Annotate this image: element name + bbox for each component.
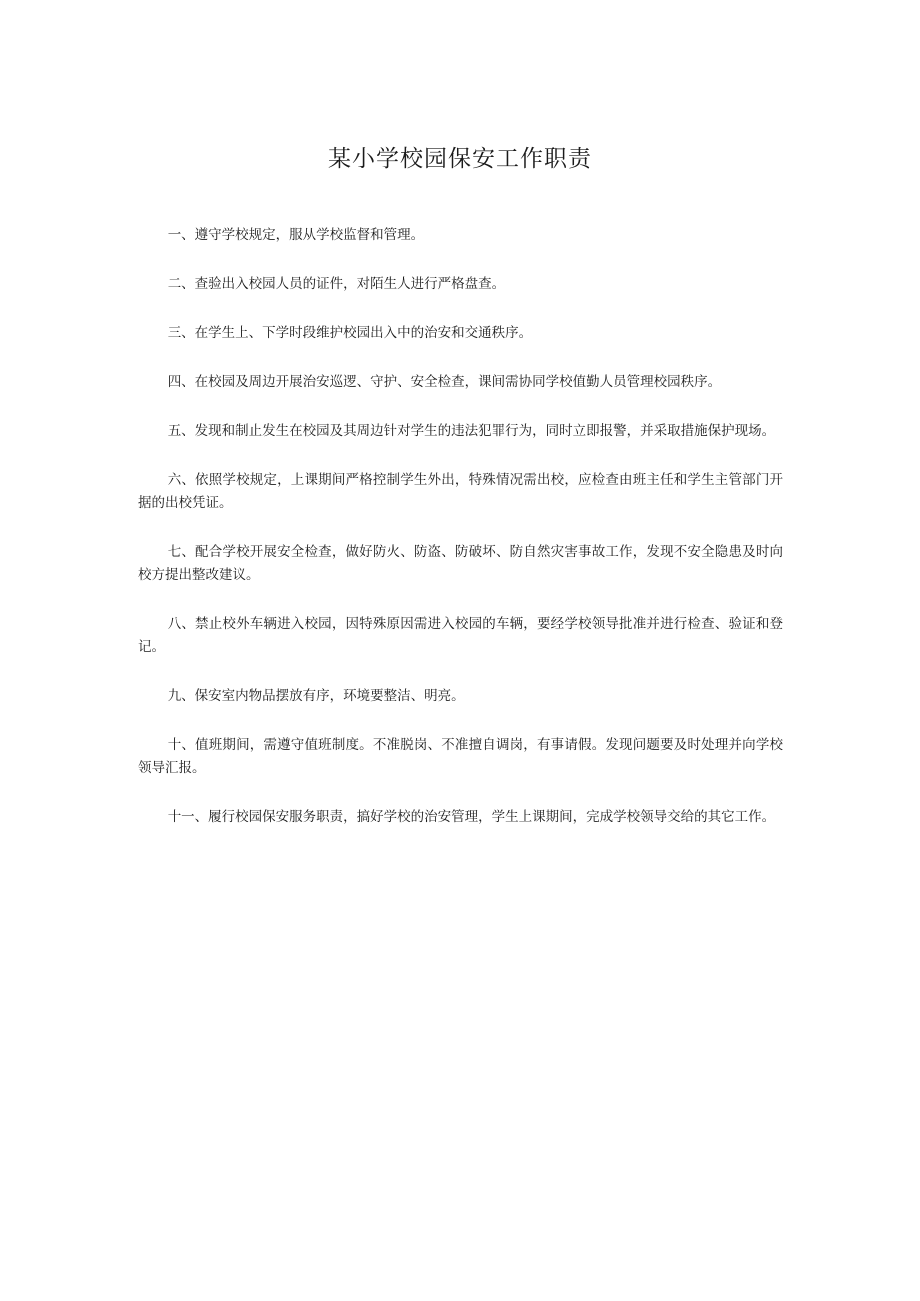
paragraph-11: 十一、履行校园保安服务职责，搞好学校的治安管理，学生上课期间，完成学校领导交给的其它工作。: [167, 809, 776, 825]
paragraph-3: 三、在学生上、下学时段维护校园出入中的治安和交通秩序。: [167, 325, 533, 341]
paragraph-5: 五、发现和制止发生在校园及其周边针对学生的违法犯罪行为，同时立即报警，并采取措施保护现场。: [167, 423, 776, 439]
paragraph-6: 六、依照学校规定，上课期间严格控制学生外出，特殊情况需出校，应检查由班主任和学生主管部门开据的出校凭证。: [138, 472, 783, 511]
paragraph-8: 八、禁止校外车辆进入校园，因特殊原因需进入校园的车辆，要经学校领导批准并进行检查、验证和登记。: [138, 616, 783, 655]
paragraph-2: 二、查验出入校园人员的证件，对陌生人进行严格盘查。: [167, 276, 506, 292]
paragraph-1: 一、遵守学校规定，服从学校监督和管理。: [167, 227, 425, 243]
document-title: 某小学校园保安工作职责: [328, 146, 592, 172]
paragraph-9: 九、保安室内物品摆放有序，环境要整洁、明亮。: [167, 688, 465, 704]
paragraph-10: 十、值班期间，需遵守值班制度。不准脱岗、不准擅自调岗，有事请假。发现问题要及时处理并向学校领导汇报。: [138, 737, 783, 776]
paragraph-4: 四、在校园及周边开展治安巡逻、守护、安全检查，课间需协同学校值勤人员管理校园秩序。: [167, 374, 722, 390]
document-body: [138, 224, 783, 855]
paragraph-7: 七、配合学校开展安全检查，做好防火、防盗、防破坏、防自然灾害事故工作，发现不安全隐患及时向校方提出整改建议。: [138, 544, 783, 583]
